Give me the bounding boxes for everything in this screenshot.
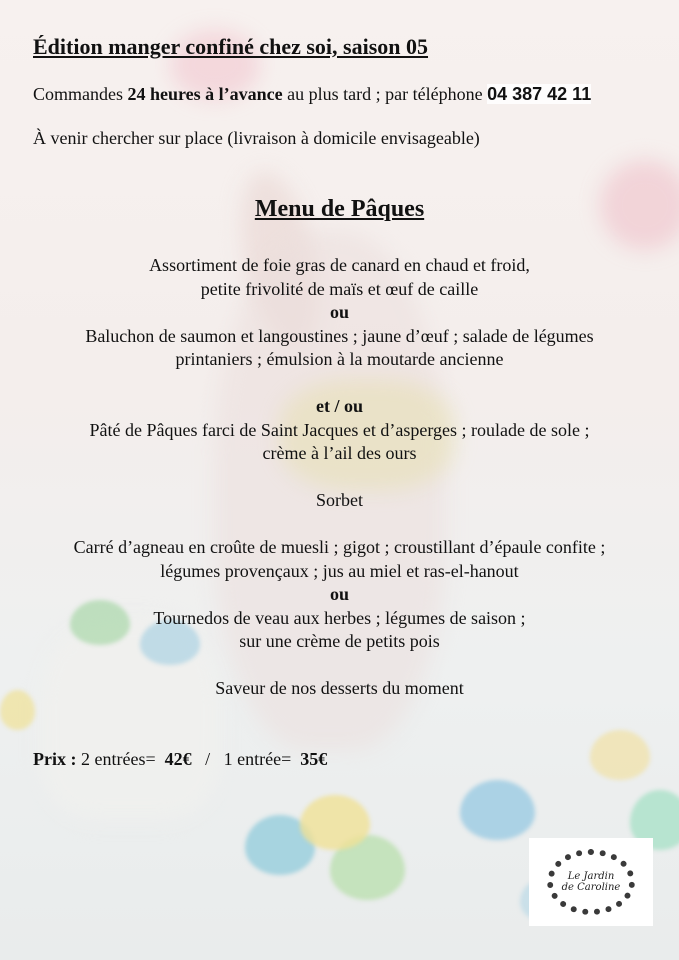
logo-line-2: de Caroline — [561, 882, 621, 893]
main-1-line-2: légumes provençaux ; jus au miel et ras-el-hanout — [160, 560, 519, 581]
or-separator: ou — [329, 584, 349, 604]
orders-info — [33, 84, 591, 105]
main-2-line-1: Tournedos de veau aux herbes ; légumes de saison ; — [153, 607, 526, 628]
orders-prefix: Commandes — [33, 84, 128, 104]
starter-3-line-2: crème à l’ail des ours — [262, 443, 417, 463]
one-starter-price: 35€ — [300, 749, 328, 769]
main-2-line-2: sur une crème de petits pois — [239, 631, 440, 651]
price-label: Prix : — [33, 749, 77, 769]
spacer — [0, 372, 679, 396]
starter-1-line-2: petite frivolité de maïs et œuf de caille — [200, 278, 479, 299]
starter-2-line-1: Baluchon de saumon et langoustines ; jaune d’œuf ; salade de légumes — [85, 325, 594, 346]
spacer — [0, 466, 679, 490]
starter-1-line-1: Assortiment de foie gras de canard en chaud et froid, — [149, 255, 530, 275]
two-starters-price: 42€ — [164, 749, 192, 769]
phone-number: 04 387 42 11 — [487, 84, 592, 104]
wreath-icon — [547, 849, 635, 915]
spacer — [0, 654, 679, 678]
edition-title: Édition manger confiné chez soi, saison 05 — [33, 34, 429, 59]
starter-2-line-2: printaniers ; émulsion à la moutarde ancienne — [175, 349, 504, 369]
restaurant-logo — [529, 838, 653, 926]
price-line — [33, 749, 327, 770]
orders-middle: au plus tard ; par téléphone — [282, 84, 488, 104]
logo-line-1: Le Jardin — [567, 871, 615, 882]
one-starter-label: / 1 entrée= — [191, 749, 301, 769]
two-starters-label: 2 entrées= — [76, 749, 165, 769]
menu-items — [0, 254, 679, 701]
or-separator: ou — [329, 302, 349, 322]
spacer — [0, 513, 679, 537]
main-1-line-1: Carré d’agneau en croûte de muesli ; gigot ; croustillant d’épaule confite ; — [73, 537, 606, 557]
sorbet-item: Sorbet — [316, 490, 363, 510]
menu-title: Menu de Pâques — [254, 196, 425, 222]
orders-deadline: 24 heures à l’avance — [127, 84, 283, 104]
pickup-info: À venir chercher sur place (livraison à domicile envisageable) — [33, 128, 480, 148]
starter-3-line-1: Pâté de Pâques farci de Saint Jacques et d’asperges ; roulade de sole ; — [89, 419, 590, 440]
dessert-item: Saveur de nos desserts du moment — [215, 678, 464, 698]
and-or-separator: et / ou — [316, 396, 363, 416]
